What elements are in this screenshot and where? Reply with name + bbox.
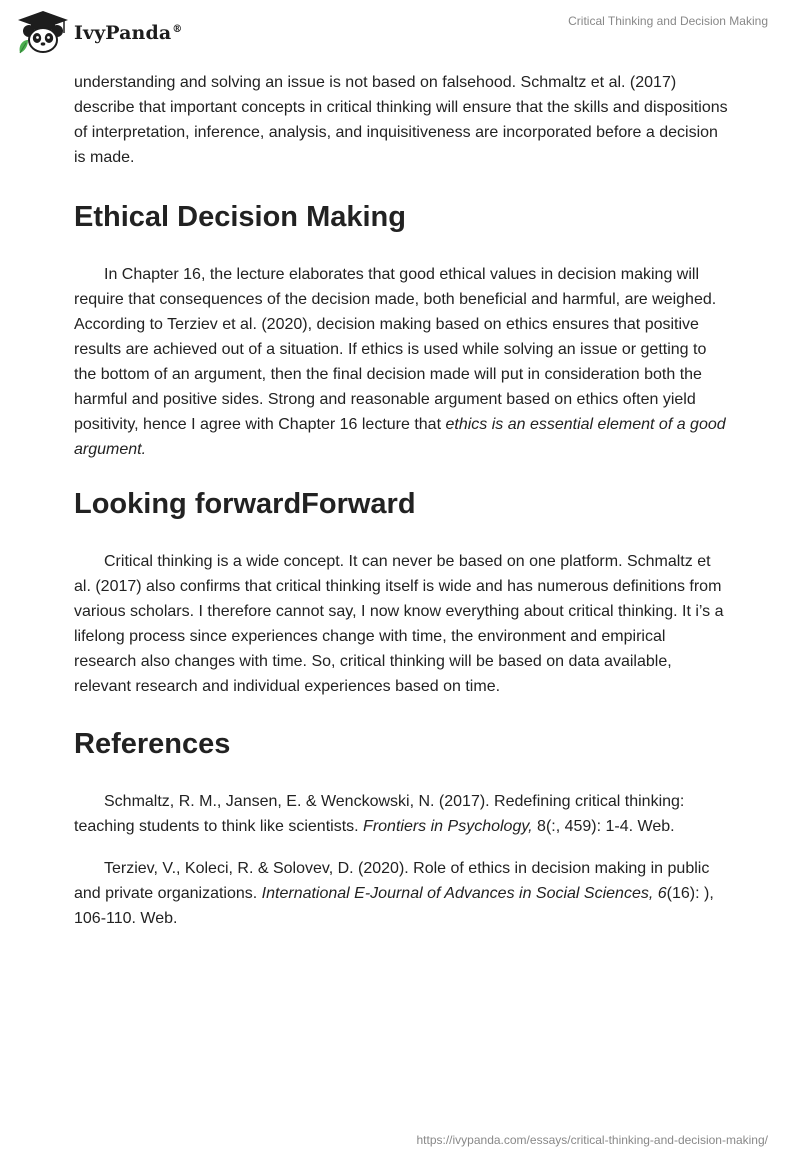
document-title: Critical Thinking and Decision Making xyxy=(568,14,768,28)
ivypanda-logo[interactable] xyxy=(14,8,182,56)
heading-references: References xyxy=(74,728,231,760)
panda-graduation-icon xyxy=(14,9,72,55)
brand-name: IvyPanda® xyxy=(74,22,183,44)
reference-entry: Terziev, V., Koleci, R. & Solovev, D. (2020). Role of ethics in decision making in public and private organizations. International E-Journal of Advances in Social Sciences, 6(16): ), 106-110. Web. xyxy=(74,860,714,927)
ethics-emphasis: ethics is an essential element of a good argument. xyxy=(74,416,726,458)
heading-ethical-decision-making: Ethical Decision Making xyxy=(74,201,406,233)
source-url-link[interactable]: https://ivypanda.com/essays/critical-thinking-and-decision-making/ xyxy=(416,1133,768,1147)
heading-looking-forward: Looking forwardForward xyxy=(74,488,416,520)
reference-entry: Schmaltz, R. M., Jansen, E. & Wenckowski, N. (2017). Redefining critical thinking: teaching students to think like scientists. Frontiers in Psychology, 8(:, 459): 1-4. Web. xyxy=(74,793,685,835)
ethical-paragraph: In Chapter 16, the lecture elaborates that good ethical values in decision making will require that consequences of the decision made, both beneficial and harmful, are weighed. According to Terziev et al. (2020), decision making based on ethics ensures that positive results are achieved out of a situation. If ethics is used while solving an issue or getting to the bottom of an argument, then the final decision made will put in consideration both the harmful and positive sides. Strong and reasonable argument based on ethics often yield positivity, hence I agree with Chapter 16 lecture that ethics is an essential element of a good argument. xyxy=(74,266,726,458)
page-header xyxy=(0,0,800,60)
intro-paragraph: understanding and solving an issue is not based on falsehood. Schmaltz et al. (2017) describe that important concepts in critical thinking will ensure that the skills and dispositions of interpretation, inference, analysis, and inquisitiveness are incorporated before a decision is made. xyxy=(74,74,728,166)
forward-paragraph: Critical thinking is a wide concept. It can never be based on one platform. Schmaltz et al. (2017) also confirms that critical thinking itself is wide and has numerous definitions from various scholars. I therefore cannot say, I now know everything about critical thinking. It i’s a lifelong process since experiences change with time, the environment and empirical research also changes with time. So, critical thinking will be based on data available, relevant research and individual experiences based on time. xyxy=(74,553,724,695)
essay-content xyxy=(74,70,730,931)
